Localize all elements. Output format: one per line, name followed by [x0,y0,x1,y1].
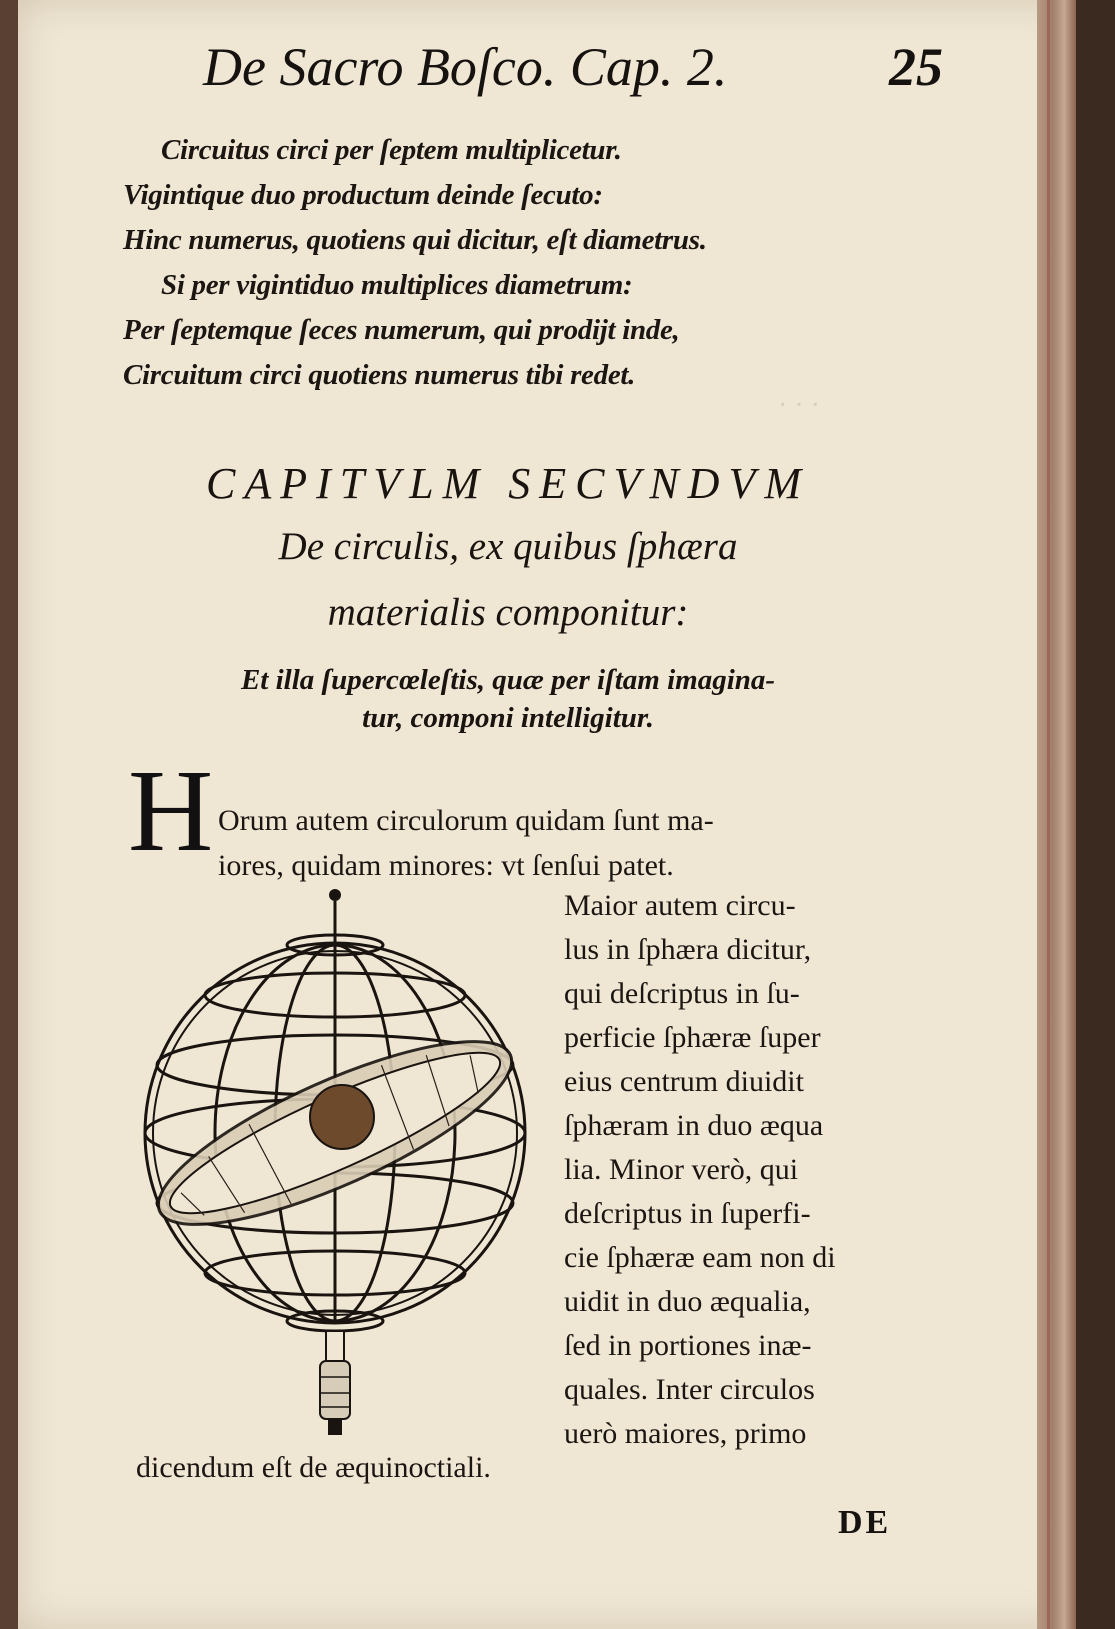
chapter-heading: CAPITVLM SECVNDVM [206,459,810,508]
closing-line: dicendum eſt de æquinoctiali. [136,1451,491,1484]
body-line: qui deſcriptus in ſu- [564,977,800,1010]
body-line: lus in ſphæra dicitur, [564,933,812,966]
body-line: perficie ſphæræ ſuper [564,1021,821,1054]
chapter-note-line-2: tur, componi intelligitur. [362,702,654,734]
running-head [203,37,943,97]
body-line: Maior autem circu- [564,889,796,922]
body-line: uerò maiores, primo [564,1417,807,1450]
chapter-note-line-1: Et illa ſupercœleſtis, quæ per iſtam imagina- [240,664,776,696]
sphere-top-knob [329,889,341,901]
catchword: DE [838,1504,892,1541]
body-line: quales. Inter circulos [564,1373,815,1406]
mnemonic-verses [123,128,883,398]
binding-gutter [0,0,18,1629]
sphere-stand [320,1331,350,1435]
verse-line: Per ſeptemque ſeces numerum, qui prodijt inde, [123,314,680,346]
verse-line: Circuitus circi per ſeptem multiplicetur. [161,134,622,166]
body-line: uidit in duo æqualia, [564,1285,811,1318]
page-fore-edge [1037,0,1076,1629]
page-number: 25 [889,37,943,97]
verse-line: Hinc numerus, quotiens qui dicitur, eſt diametrus. [123,224,707,256]
show-through-text: · · · [778,390,820,421]
body-line: cie ſphæræ eam non di [564,1241,836,1274]
body-line: iores, quidam minores: vt ſenſui patet. [218,849,674,882]
body-line: deſcriptus in ſuperfi- [564,1197,811,1230]
body-line: Orum autem circulorum quidam ſunt ma- [218,804,714,837]
body-line: ſphæram in duo æqua [564,1109,824,1142]
body-line: lia. Minor verò, qui [564,1153,799,1186]
body-line: eius centrum diuidit [564,1065,804,1098]
running-head-title: De Sacro Boſco. Cap. 2. [203,37,728,97]
body-line: ſed in portiones inæ- [564,1329,812,1362]
book-page [18,0,1076,1629]
verse-line: Vigintique duo productum deinde ſecuto: [123,179,603,211]
verse-line: Circuitum circi quotiens numerus tibi redet. [123,359,636,391]
armillary-sphere-woodcut [130,885,560,1445]
chapter-subtitle-line-1: De circulis, ex quibus ſphæra [278,525,738,568]
chapter-subtitle-line-2: materialis componitur: [327,591,689,634]
drop-cap-initial: H [128,745,214,876]
earth-globe [310,1085,374,1149]
verse-line: Si per vigintiduo multiplices diametrum: [161,269,633,301]
text-column [564,884,909,1456]
